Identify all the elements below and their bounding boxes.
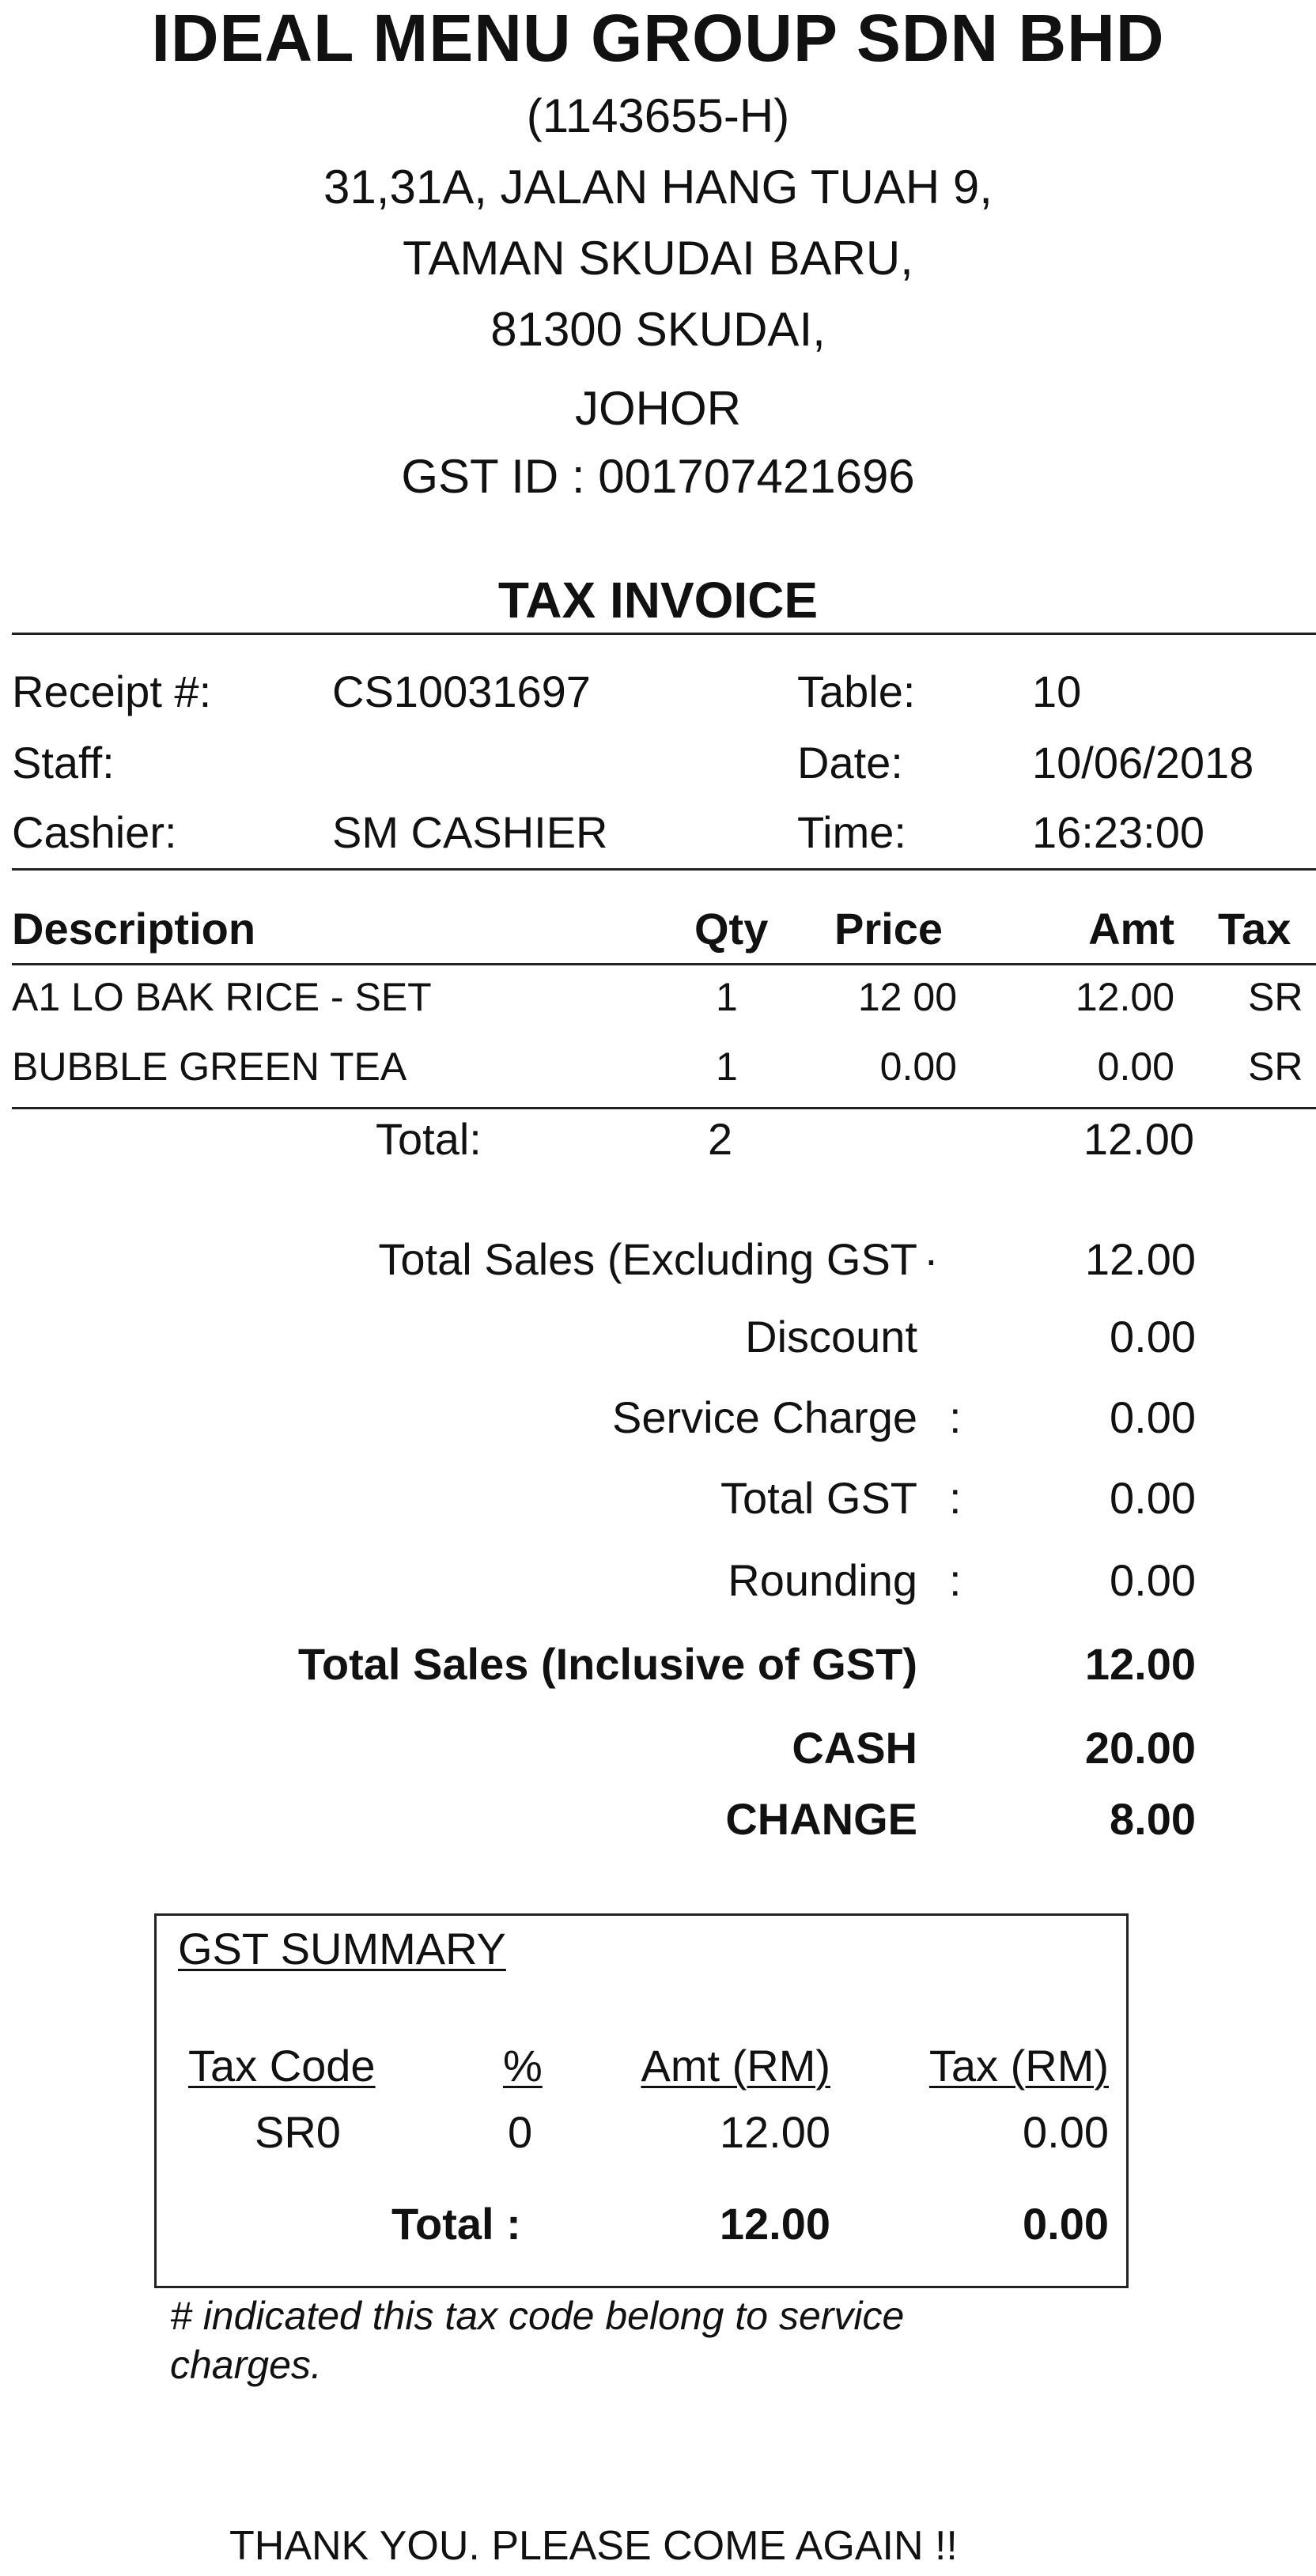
summary-colon: : — [949, 1392, 962, 1442]
gst-col-amt: Amt (RM) — [641, 2041, 830, 2091]
summary-label: Rounding — [728, 1555, 917, 1605]
gst-col-tax-code: Tax Code — [188, 2041, 376, 2091]
gst-summary-title: GST SUMMARY — [178, 1924, 506, 1974]
receipt-value: CS10031697 — [332, 667, 591, 716]
items-total-amt: 12.00 — [1083, 1114, 1194, 1164]
address-line-4: JOHOR — [575, 382, 741, 435]
footnote-line-1: # indicated this tax code belong to service — [170, 2294, 905, 2338]
summary-value: 12.00 — [1084, 1639, 1196, 1689]
table-label: Table: — [797, 667, 916, 716]
address-line-1: 31,31A, JALAN HANG TUAH 9, — [323, 161, 993, 213]
summary-colon: : — [949, 1555, 962, 1605]
summary-label: Total Sales (Excluding GST — [378, 1234, 917, 1284]
date-value: 10/06/2018 — [1032, 738, 1254, 788]
item-qty: 1 — [716, 975, 738, 1019]
item-price: 12 00 — [857, 975, 957, 1019]
staff-label: Staff: — [12, 738, 115, 788]
summary-value: 12.00 — [1084, 1234, 1196, 1284]
gst-id: GST ID : 001707421696 — [401, 450, 915, 503]
summary-colon: : — [949, 1473, 962, 1523]
divider-items-header — [12, 963, 1316, 965]
gst-row-percent: 0 — [508, 2107, 533, 2157]
summary-label: Service Charge — [612, 1392, 917, 1442]
gst-col-tax: Tax (RM) — [928, 2041, 1109, 2091]
summary-label: CASH — [792, 1723, 917, 1773]
summary-value: 0.00 — [1110, 1392, 1196, 1442]
receipt-label: Receipt #: — [12, 667, 212, 716]
footnote-line-2: charges. — [170, 2343, 322, 2387]
company-name: IDEAL MENU GROUP SDN BHD — [151, 1, 1165, 75]
item-price: 0.00 — [879, 1044, 957, 1089]
item-tax: SR — [1248, 975, 1303, 1019]
summary-value: 20.00 — [1084, 1723, 1196, 1773]
items-total-qty: 2 — [708, 1114, 733, 1164]
item-amt: 12.00 — [1075, 975, 1174, 1019]
col-tax: Tax — [1218, 904, 1291, 954]
divider-title — [12, 633, 1316, 635]
gst-row-tax-code: SR0 — [255, 2107, 341, 2157]
summary-value: 0.00 — [1110, 1555, 1196, 1605]
time-value: 16:23:00 — [1032, 807, 1204, 857]
time-label: Time: — [797, 807, 906, 857]
summary-label: Discount — [745, 1312, 917, 1362]
gst-col-percent: % — [503, 2041, 543, 2091]
item-qty: 1 — [716, 1044, 738, 1089]
gst-row-amt: 12.00 — [719, 2107, 830, 2157]
summary-label: Total GST — [720, 1473, 917, 1523]
col-description: Description — [12, 904, 256, 954]
summary-value: 0.00 — [1110, 1312, 1196, 1362]
item-description: A1 LO BAK RICE - SET — [12, 975, 432, 1019]
gst-total-label: Total : — [391, 2199, 521, 2249]
address-line-2: TAMAN SKUDAI BARU, — [403, 232, 913, 285]
divider-info — [12, 868, 1316, 871]
items-total-label: Total: — [376, 1114, 482, 1164]
company-reg-no: (1143655-H) — [526, 89, 790, 142]
gst-total-amt: 12.00 — [719, 2199, 830, 2249]
thank-you-message: THANK YOU. PLEASE COME AGAIN !! — [229, 2523, 958, 2569]
item-tax: SR — [1248, 1044, 1303, 1089]
cashier-value: SM CASHIER — [332, 807, 608, 857]
summary-colon: · — [924, 1234, 939, 1284]
summary-value: 0.00 — [1110, 1473, 1196, 1523]
col-qty: Qty — [694, 904, 769, 954]
summary-label: CHANGE — [725, 1794, 917, 1844]
item-amt: 0.00 — [1097, 1044, 1174, 1089]
cashier-label: Cashier: — [12, 807, 177, 857]
gst-total-tax: 0.00 — [1023, 2199, 1109, 2249]
col-price: Price — [834, 904, 943, 954]
col-amt: Amt — [1088, 904, 1174, 954]
address-line-3: 81300 SKUDAI, — [490, 303, 826, 356]
date-label: Date: — [797, 738, 903, 788]
summary-label: Total Sales (Inclusive of GST) — [297, 1639, 917, 1689]
summary-value: 8.00 — [1110, 1794, 1196, 1844]
invoice-title: TAX INVOICE — [497, 572, 819, 629]
gst-row-tax: 0.00 — [1023, 2107, 1109, 2157]
divider-items — [12, 1107, 1316, 1109]
item-description: BUBBLE GREEN TEA — [12, 1044, 407, 1089]
table-value: 10 — [1032, 667, 1082, 716]
